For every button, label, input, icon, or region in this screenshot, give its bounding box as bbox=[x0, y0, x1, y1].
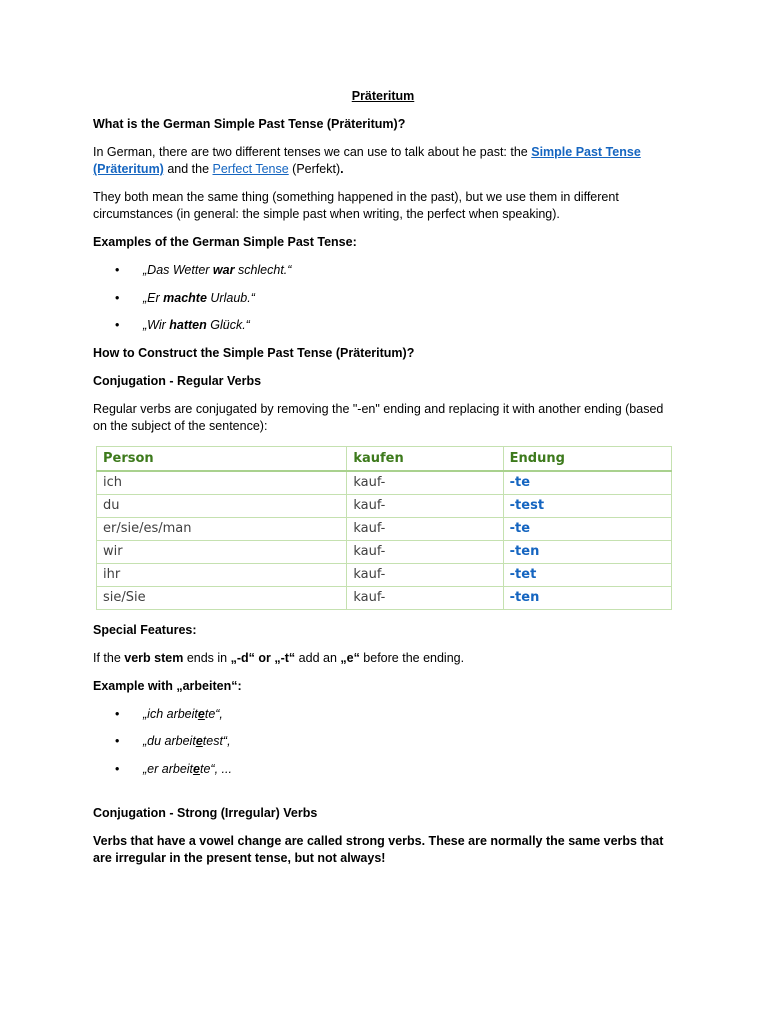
example-text: „Er bbox=[143, 290, 164, 305]
blank-line bbox=[93, 788, 673, 805]
list-item bbox=[93, 733, 673, 750]
example-text: schlecht.“ bbox=[234, 263, 292, 277]
cell-stem: kauf- bbox=[347, 586, 503, 609]
arbeiten-text: test“, bbox=[202, 734, 231, 748]
list-item bbox=[93, 317, 673, 334]
example-verb: war bbox=[212, 263, 235, 277]
cell-ending: -te bbox=[503, 471, 671, 495]
special-bold: „e“ bbox=[340, 650, 360, 665]
cell-person: sie/Sie bbox=[97, 586, 347, 609]
table-row bbox=[97, 563, 672, 586]
list-item bbox=[93, 290, 673, 307]
example-text: Glück.“ bbox=[206, 318, 250, 332]
cell-ending: -ten bbox=[503, 586, 671, 609]
heading-example-arbeiten: Example with „arbeiten“: bbox=[93, 678, 242, 693]
list-item bbox=[93, 706, 673, 723]
regular-verbs-paragraph: Regular verbs are conjugated by removing the "-en" ending and replacing it with another ending (based on the subject of the sentence): bbox=[93, 401, 664, 433]
intro-text-after: (Perfekt) bbox=[288, 162, 341, 176]
example-text: „Wir bbox=[143, 318, 170, 332]
cell-person: ich bbox=[97, 471, 347, 495]
cell-ending: -ten bbox=[503, 540, 671, 563]
example-text: „Das Wetter bbox=[143, 263, 213, 277]
conjugation-table bbox=[96, 446, 672, 610]
special-features-paragraph bbox=[93, 650, 673, 667]
special-text: before the ending. bbox=[359, 650, 465, 665]
inserted-e: e bbox=[193, 761, 200, 776]
examples-list bbox=[93, 262, 673, 334]
heading-regular-verbs: Conjugation - Regular Verbs bbox=[93, 373, 262, 388]
strong-verbs-paragraph: Verbs that have a vowel change are called strong verbs. These are normally the same verbs that are irregular in the present tense, but not always! bbox=[93, 834, 664, 865]
arbeiten-text: te“, ... bbox=[199, 761, 232, 776]
cell-person: wir bbox=[97, 540, 347, 563]
intro-text-before: In German, there are two different tenses we can use to talk about he past: the bbox=[93, 145, 532, 159]
column-header-endung: Endung bbox=[503, 446, 671, 471]
example-text: Urlaub.“ bbox=[206, 290, 255, 305]
intro-text-and: and the bbox=[163, 162, 213, 176]
cell-ending: -tet bbox=[503, 563, 671, 586]
cell-stem: kauf- bbox=[347, 517, 503, 540]
special-text: If the bbox=[93, 650, 125, 665]
arbeiten-text: „du arbeit bbox=[143, 734, 196, 748]
arbeiten-text: „ich arbeit bbox=[143, 706, 198, 721]
heading-examples: Examples of the German Simple Past Tense: bbox=[93, 235, 357, 249]
cell-person: er/sie/es/man bbox=[97, 517, 347, 540]
heading-strong-verbs: Conjugation - Strong (Irregular) Verbs bbox=[93, 806, 318, 820]
table-row bbox=[97, 517, 672, 540]
cell-stem: kauf- bbox=[347, 471, 503, 495]
inserted-e: e bbox=[197, 706, 205, 721]
page-title: Präteritum bbox=[351, 89, 415, 103]
list-item bbox=[93, 262, 673, 279]
list-item bbox=[93, 761, 673, 778]
heading-special-features: Special Features: bbox=[93, 622, 197, 637]
table-row bbox=[97, 494, 672, 517]
link-simple-past-tense[interactable]: Simple Past Tense (Präteritum) bbox=[93, 145, 641, 176]
special-text: ends in bbox=[183, 650, 231, 665]
table-row bbox=[97, 586, 672, 609]
table-row bbox=[97, 540, 672, 563]
both-mean-paragraph: They both mean the same thing (something happened in the past), but we use them in different circumstances (in general: the simple past when writing, the perfect when speaking). bbox=[93, 190, 619, 221]
heading-how-to-construct: How to Construct the Simple Past Tense (Präteritum)? bbox=[93, 345, 415, 360]
cell-ending: -te bbox=[503, 517, 671, 540]
arbeiten-list bbox=[93, 706, 673, 778]
intro-period: . bbox=[340, 162, 344, 176]
cell-ending: -test bbox=[503, 494, 671, 517]
arbeiten-text: te“, bbox=[204, 706, 223, 721]
cell-stem: kauf- bbox=[347, 563, 503, 586]
arbeiten-text: „er arbeit bbox=[143, 761, 194, 776]
link-perfect-tense[interactable]: Perfect Tense bbox=[212, 162, 289, 176]
intro-paragraph bbox=[93, 144, 673, 178]
column-header-kaufen: kaufen bbox=[347, 446, 503, 471]
heading-what-is: What is the German Simple Past Tense (Präteritum)? bbox=[93, 117, 406, 131]
table-header-row bbox=[97, 446, 672, 471]
special-text: add an bbox=[295, 650, 341, 665]
cell-person: du bbox=[97, 494, 347, 517]
special-bold: „-d“ or „-t“ bbox=[230, 650, 296, 665]
example-verb: hatten bbox=[169, 318, 207, 332]
column-header-person: Person bbox=[97, 446, 347, 471]
inserted-e: e bbox=[195, 734, 203, 748]
cell-stem: kauf- bbox=[347, 494, 503, 517]
table-row bbox=[97, 471, 672, 495]
example-verb: machte bbox=[163, 290, 207, 305]
cell-person: ihr bbox=[97, 563, 347, 586]
special-bold: verb stem bbox=[124, 650, 184, 665]
document-body bbox=[93, 88, 673, 878]
cell-stem: kauf- bbox=[347, 540, 503, 563]
